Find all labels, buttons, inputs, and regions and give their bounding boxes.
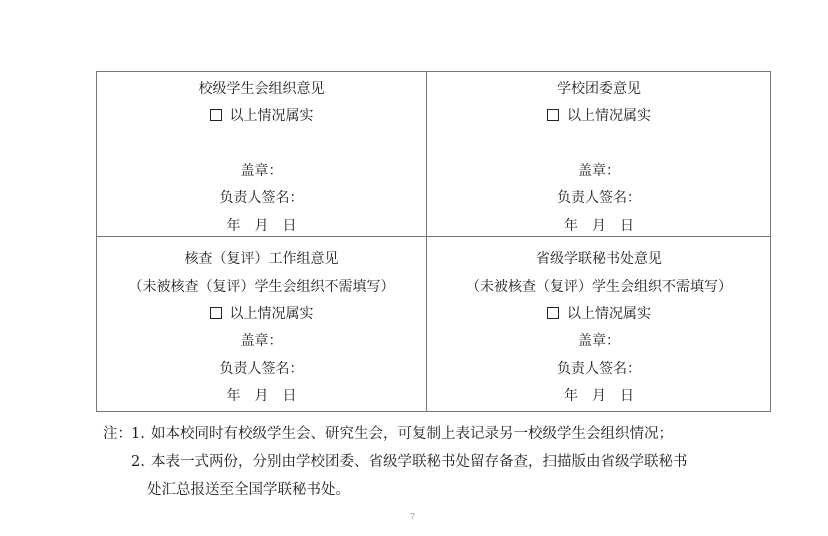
approval-form-table bbox=[96, 71, 771, 412]
cell-note: （未被核查（复评）学生会组织不需填写） bbox=[128, 279, 395, 295]
checkbox-confirm[interactable] bbox=[210, 307, 222, 319]
confirm-row bbox=[97, 108, 426, 124]
note-2-continuation: 处汇总报送至全国学联秘书处。 bbox=[147, 482, 350, 498]
checkbox-label: 以上情况属实 bbox=[229, 108, 314, 124]
checkbox-label: 以上情况属实 bbox=[229, 306, 314, 322]
seal-label: 盖章： bbox=[240, 333, 283, 349]
confirm-row bbox=[427, 108, 771, 124]
cell-title: 省级学联秘书处意见 bbox=[536, 251, 662, 267]
note-2-text: 本表一式两份，分别由学校团委、省级学联秘书处留存备查，扫描版由省级学联秘书 bbox=[151, 454, 688, 470]
note-1-number: 1. bbox=[131, 426, 145, 442]
date-label: 年 月 日 bbox=[226, 388, 297, 404]
signer-label: 负责人签名： bbox=[219, 190, 304, 206]
note-2-number: 2. bbox=[131, 454, 145, 470]
checkbox-confirm[interactable] bbox=[547, 109, 559, 121]
cell-note: （未被核查（复评）学生会组织不需填写） bbox=[466, 279, 732, 295]
confirm-row bbox=[427, 306, 771, 322]
date-label: 年 月 日 bbox=[564, 388, 634, 404]
checkbox-label: 以上情况属实 bbox=[567, 306, 651, 322]
page-number: 7 bbox=[410, 512, 416, 521]
cell-review-group-opinion bbox=[97, 237, 426, 412]
cell-title: 学校团委意见 bbox=[557, 81, 641, 97]
seal-label: 盖章： bbox=[578, 333, 620, 349]
signer-label: 负责人签名： bbox=[557, 361, 641, 377]
signer-label: 负责人签名： bbox=[557, 190, 641, 206]
cell-school-student-union-opinion bbox=[97, 72, 426, 236]
notes-prefix: 注： bbox=[103, 426, 132, 442]
checkbox-confirm[interactable] bbox=[210, 109, 222, 121]
checkbox-label: 以上情况属实 bbox=[567, 108, 651, 124]
cell-provincial-federation-opinion bbox=[427, 237, 771, 412]
seal-label: 盖章： bbox=[240, 163, 283, 179]
checkbox-confirm[interactable] bbox=[547, 307, 559, 319]
cell-title: 核查（复评）工作组意见 bbox=[184, 251, 339, 267]
date-label: 年 月 日 bbox=[564, 218, 634, 234]
note-1-text: 如本校同时有校级学生会、研究生会，可复制上表记录另一校级学生会组织情况； bbox=[151, 426, 673, 442]
signer-label: 负责人签名： bbox=[219, 361, 304, 377]
date-label: 年 月 日 bbox=[226, 218, 297, 234]
cell-title: 校级学生会组织意见 bbox=[198, 81, 325, 97]
seal-label: 盖章： bbox=[578, 163, 620, 179]
confirm-row bbox=[97, 306, 426, 322]
cell-school-youth-league-opinion bbox=[427, 72, 771, 236]
